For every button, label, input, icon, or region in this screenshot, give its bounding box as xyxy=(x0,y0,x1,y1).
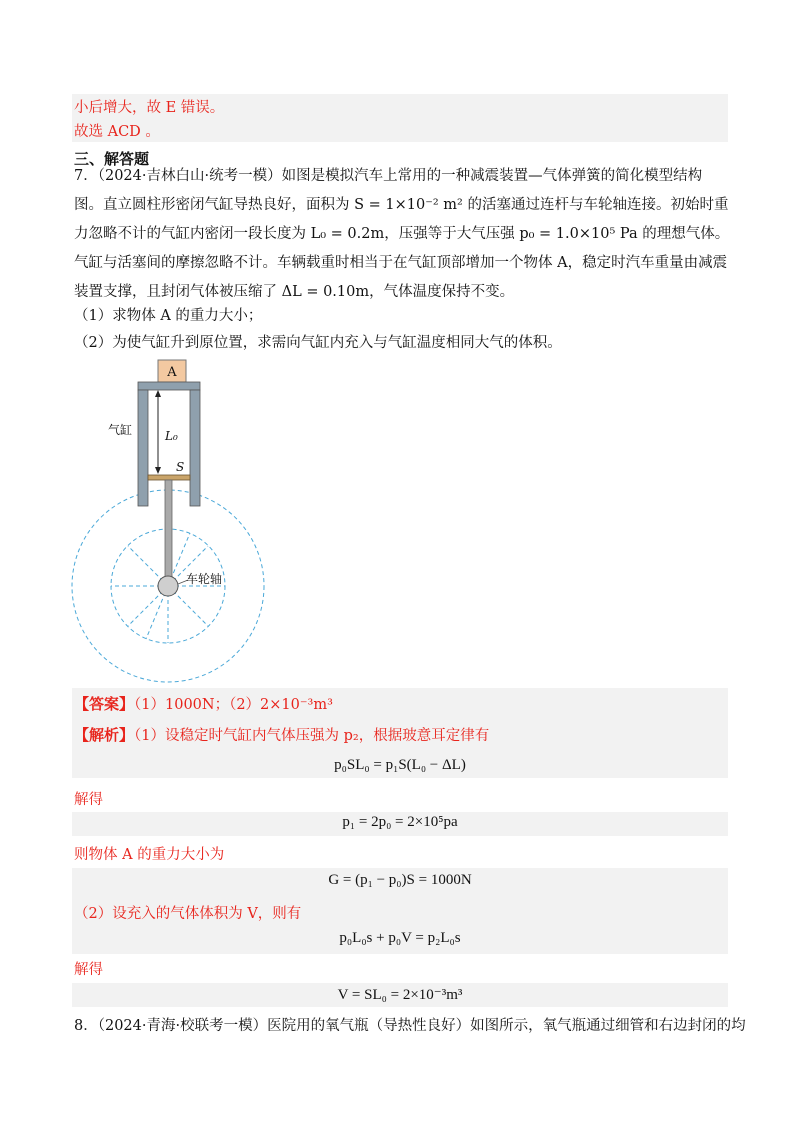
piston xyxy=(148,475,190,480)
axle-label: 车轮轴 xyxy=(186,572,223,586)
solve-label-1: 解得 xyxy=(74,792,103,808)
equation-1: p₀SL₀ = p₁S(L₀ − ΔL) xyxy=(334,757,466,773)
question-8-number: 8． xyxy=(74,1018,98,1034)
answer-tag: 【答案】 xyxy=(74,695,135,713)
solve-label-2: 解得 xyxy=(74,962,103,978)
equation-3: G = (p₁ − p₀)S = 1000N xyxy=(328,872,472,888)
length-label: L₀ xyxy=(165,429,178,443)
part-2-text: （2）设充入的气体体积为 V，则有 xyxy=(74,906,302,922)
question-7-paragraph xyxy=(74,162,730,307)
continuation-line-2: 故选 ACD 。 xyxy=(74,124,160,140)
question-7-source: （2024·吉林白山·统考一模） xyxy=(97,168,282,184)
cylinder-top xyxy=(138,382,200,390)
equation-4: p₀L₀s + p₀V = p₂L₀s xyxy=(339,930,461,946)
equation-5: V = SL₀ = 2×10⁻³m³ xyxy=(337,987,463,1003)
answer-text: （1）1000N；（2）2×10⁻³m³ xyxy=(134,697,333,713)
equation-2: p₁ = 2p₀ = 2×10⁵pa xyxy=(342,814,458,830)
shock-absorber-figure xyxy=(70,352,280,687)
question-7-body: 如图是模拟汽车上常用的一种减震装置—气体弹簧的简化模型结构图。直立圆柱形密闭气缸导热良好，面积为 S = 1×10⁻² m² 的活塞通过连杆与车轮轴连接。初始时重力忽略不计的气缸内密闭一段长度为 L₀ = 0.2m，压强等于大气压强 p₀ = 1.0×10⁵ Pa 的理想气体。气缸与活塞间的摩擦忽略不计。车辆载重时相当于在气缸顶部增加一个物体 A，稳定时汽车重量由减震装置支撑，且封闭气体被压缩了 ΔL = 0.10m，气体温度保持不变。 xyxy=(74,168,730,300)
question-7-number: 7． xyxy=(74,168,98,184)
question-7-sub-2: （2）为使气缸升到原位置，求需向气缸内充入与气缸温度相同大气的体积。 xyxy=(74,335,562,351)
analysis-tag: 【解析】 xyxy=(74,726,135,744)
analysis-intro: （1）设稳定时气缸内气体压强为 p₂，根据玻意耳定律有 xyxy=(134,728,490,744)
section-heading: 三、解答题 xyxy=(74,150,150,168)
cylinder-right-wall xyxy=(190,390,200,506)
analysis-intro-line xyxy=(74,725,489,746)
wheel-axle xyxy=(158,576,178,596)
cylinder-label: 气缸 xyxy=(108,423,133,437)
answer-line xyxy=(74,694,333,715)
weight-text: 则物体 A 的重力大小为 xyxy=(74,847,225,863)
block-a-label: A xyxy=(167,365,177,380)
continuation-line-1: 小后增大，故 E 错误。 xyxy=(74,100,225,116)
cylinder-left-wall xyxy=(138,390,148,506)
question-8-line xyxy=(74,1016,746,1036)
question-7-sub-1: （1）求物体 A 的重力大小； xyxy=(74,308,263,324)
question-8-text: （2024·青海·校联考一模）医院用的氧气瓶（导热性良好）如图所示，氧气瓶通过细管和右边封闭的均 xyxy=(97,1018,746,1034)
connecting-rod xyxy=(165,480,172,580)
piston-area-label: S xyxy=(176,460,185,474)
